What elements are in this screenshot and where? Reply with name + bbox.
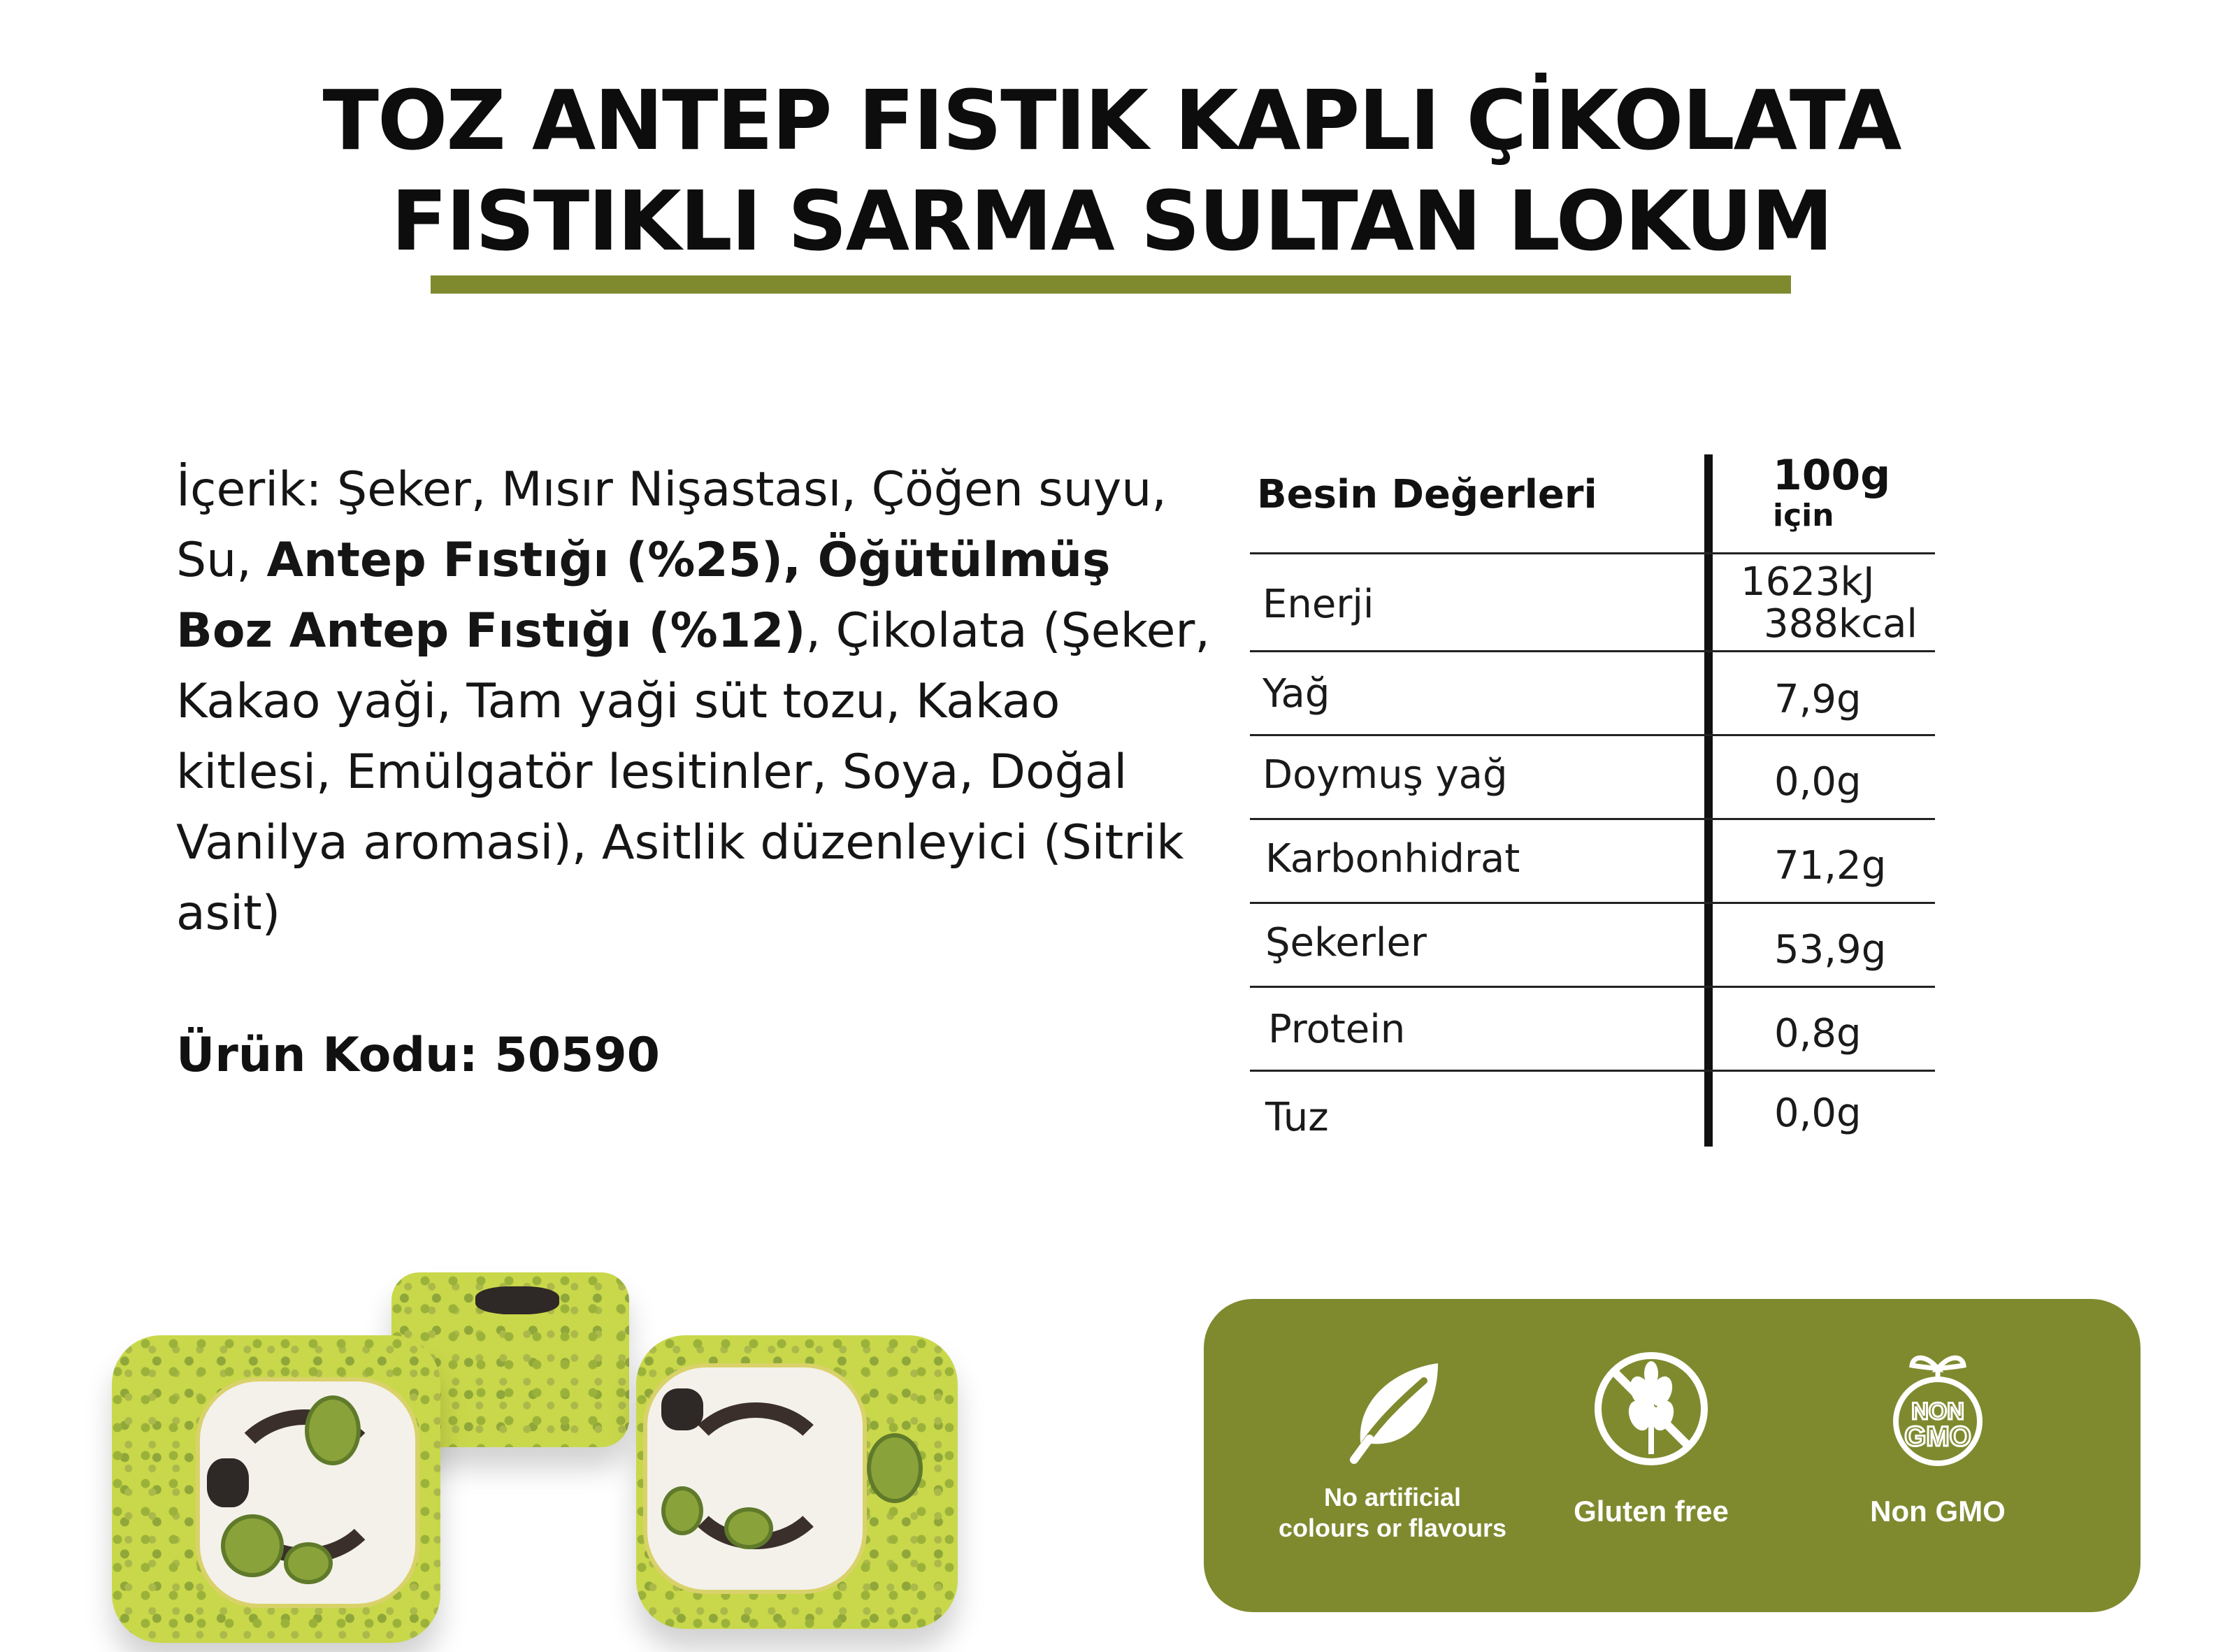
nutrition-header-amount: 100g	[1773, 451, 1891, 500]
lokum-piece-right	[636, 1335, 958, 1629]
product-image	[98, 1272, 979, 1650]
nutrition-table	[1250, 451, 1935, 1147]
title-line-1: TOZ ANTEP FISTIK KAPLI ÇİKOLATA	[322, 72, 1901, 168]
table-rule	[1250, 650, 1935, 652]
nutrition-header-value	[1773, 451, 1891, 533]
lokum-filling	[661, 1388, 703, 1430]
product-code: Ürün Kodu: 50590	[176, 1028, 660, 1083]
pistachio	[221, 1514, 284, 1577]
nutrition-row-label: Tuz	[1265, 1095, 1329, 1140]
ingredients-text	[176, 454, 1211, 949]
badge-label-line: colours or flavours	[1278, 1514, 1507, 1542]
badge-label	[1274, 1482, 1511, 1544]
ingredients-prefix: İçerik: Şeker, Mısır Nişastası, Çöğen suyu, Su,	[176, 462, 1167, 588]
nutrition-header-label: Besin Değerleri	[1257, 472, 1597, 517]
pistachio	[867, 1433, 923, 1503]
nutrition-row-value: 53,9g	[1774, 927, 1887, 972]
nutrition-row-value-kcal: 388kcal	[1764, 601, 1918, 647]
nutrition-row-label: Karbonhidrat	[1265, 836, 1520, 882]
table-rule	[1250, 902, 1935, 904]
badge-gluten-free	[1532, 1299, 1770, 1612]
table-rule	[1250, 986, 1935, 988]
non-gmo-icon-text-top: NON	[1911, 1398, 1964, 1425]
badge-non-gmo	[1819, 1299, 2057, 1612]
nutrition-row-label: Şekerler	[1265, 920, 1427, 965]
nutrition-row-value: 0,8g	[1774, 1011, 1862, 1056]
nutrition-row-label: Protein	[1268, 1007, 1406, 1052]
gluten-free-icon	[1592, 1349, 1711, 1468]
table-rule	[1250, 1070, 1935, 1072]
lokum-filling	[475, 1286, 559, 1314]
lokum-piece-left	[112, 1335, 440, 1643]
table-rule	[1250, 818, 1935, 820]
badge-label-line: No artificial	[1323, 1483, 1462, 1511]
product-title	[0, 70, 2223, 271]
table-rule	[1250, 552, 1935, 554]
ingredients-bold: Antep Fıstığı (%25), Öğütülmüş Boz Antep Fıstığı (%12)	[176, 533, 1111, 659]
non-gmo-icon	[1878, 1341, 1997, 1460]
non-gmo-icon-text-bottom: GMO	[1904, 1421, 1971, 1452]
nutrition-row-value: 7,9g	[1774, 677, 1862, 722]
pistachio	[305, 1395, 361, 1465]
nutrition-row-value: 71,2g	[1774, 843, 1887, 889]
badge-label: Non GMO	[1870, 1495, 2006, 1528]
nutrition-row-value: 0,0g	[1774, 1091, 1862, 1136]
nutrition-row-label: Yağ	[1262, 671, 1330, 717]
title-underline	[431, 275, 1791, 294]
nutrition-divider	[1704, 454, 1713, 1147]
nutrition-header-unit: için	[1773, 498, 1834, 533]
nutrition-row-value: 1623kJ	[1741, 559, 1875, 605]
badge-label: Gluten free	[1574, 1495, 1729, 1528]
nutrition-row-value: 0,0g	[1774, 759, 1862, 805]
pistachio	[724, 1507, 773, 1549]
nutrition-row-label: Enerji	[1262, 582, 1374, 627]
title-line-2: FISTIKLI SARMA SULTAN LOKUM	[391, 173, 1832, 269]
pistachio	[284, 1542, 333, 1584]
leaf-icon	[1333, 1349, 1452, 1468]
lokum-filling	[207, 1458, 249, 1507]
nutrition-row-label: Doymuş yağ	[1262, 752, 1508, 798]
badge-panel	[1204, 1299, 2141, 1612]
table-rule	[1250, 734, 1935, 736]
ingredients-rest: , Çikolata (Şeker, Kakao yaği, Tam yaği süt tozu, Kakao kitlesi, Emülgatör lesitinler, Soya, Doğal Vanilya aromasi), Asitlik düzenleyici (Sitrik asit)	[176, 603, 1211, 941]
lokum-cross-section	[196, 1377, 419, 1608]
lokum-cross-section	[643, 1363, 867, 1594]
badge-no-artificial	[1274, 1299, 1511, 1612]
pistachio	[661, 1486, 703, 1535]
